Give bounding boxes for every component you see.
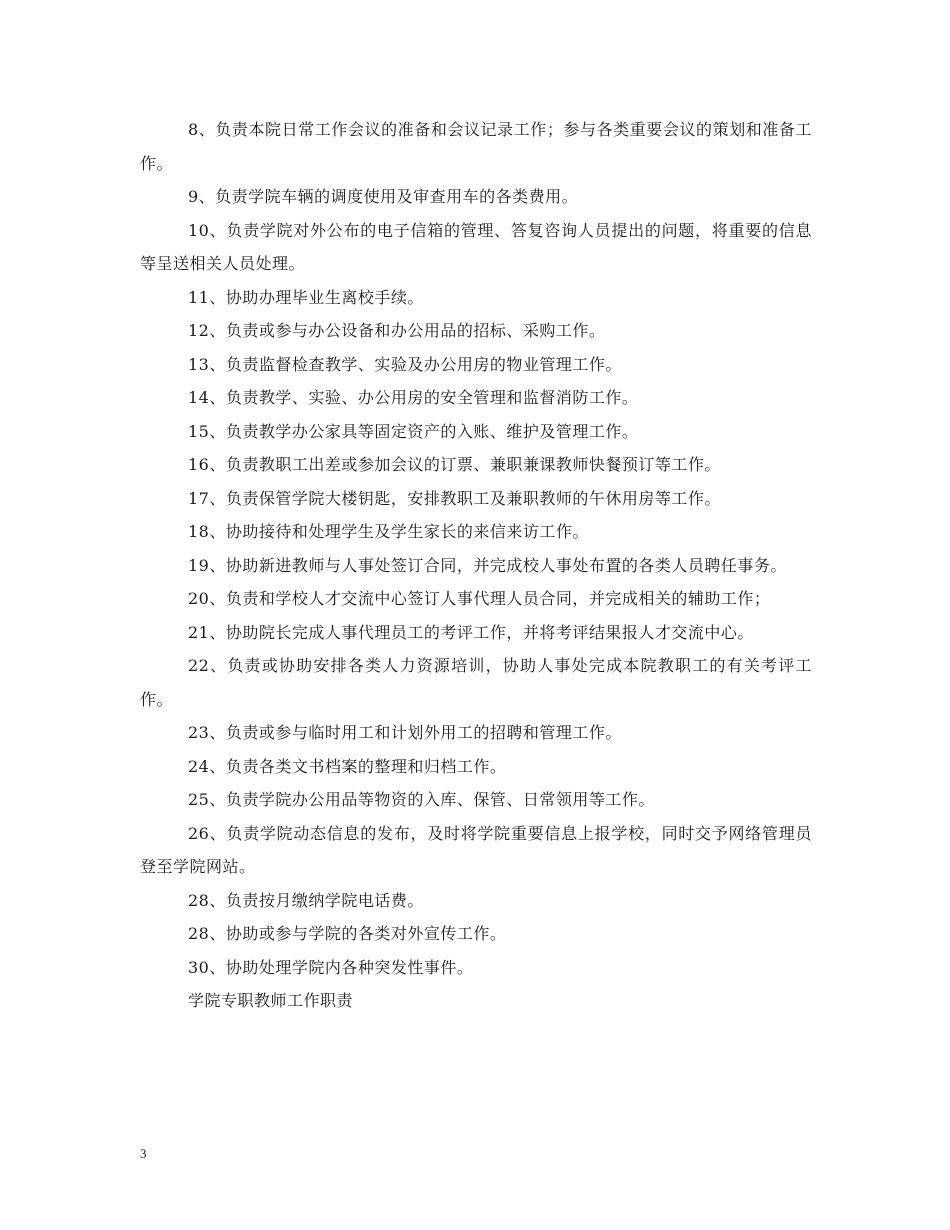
paragraph-item-28b: 28、协助或参与学院的各类对外宣传工作。 xyxy=(188,924,507,943)
paragraph-item-10: 10、负责学院对外公布的电子信箱的管理、答复咨询人员提出的问题，将重要的信息等呈送相关人员处理。 xyxy=(140,220,812,273)
paragraph-item-21: 21、协助院长完成人事代理员工的考评工作，并将考评结果报人才交流中心。 xyxy=(188,622,754,642)
page-number: 3 xyxy=(140,1146,147,1161)
paragraph-item-23: 23、负责或参与临时用工和计划外用工的招聘和管理工作。 xyxy=(188,723,622,742)
paragraph-item-30: 30、协助处理学院内各种突发性事件。 xyxy=(188,957,474,977)
section-heading: 学院专职教师工作职责 xyxy=(188,991,354,1010)
paragraph-item-24: 24、负责各类文书档案的整理和归档工作。 xyxy=(188,756,507,776)
document-body xyxy=(140,113,812,1018)
paragraph-item-11: 11、协助办理毕业生离校手续。 xyxy=(188,287,424,307)
paragraph-item-20: 20、负责和学校人才交流中心签订人事代理人员合同，并完成相关的辅助工作； xyxy=(188,589,771,608)
paragraph-item-9: 9、负责学院车辆的调度使用及审查用车的各类费用。 xyxy=(188,187,579,206)
paragraph-item-22: 22、负责或协助安排各类人力资源培训，协助人事处完成本院教职工的有关考评工作。 xyxy=(140,656,812,709)
paragraph-item-26: 26、负责学院动态信息的发布，及时将学院重要信息上报学校，同时交予网络管理员登至学院网站。 xyxy=(140,823,812,876)
paragraph-item-18: 18、协助接待和处理学生及学生家长的来信来访工作。 xyxy=(188,522,589,541)
paragraph-item-15: 15、负责教学办公家具等固定资产的入账、维护及管理工作。 xyxy=(188,421,639,441)
paragraph-item-19: 19、协助新进教师与人事处签订合同，并完成校人事处布置的各类人员聘任事务。 xyxy=(188,555,787,575)
paragraph-item-28a: 28、负责按月缴纳学院电话费。 xyxy=(188,890,424,910)
paragraph-item-14: 14、负责教学、实验、办公用房的安全管理和监督消防工作。 xyxy=(188,388,639,407)
paragraph-item-12: 12、负责或参与办公设备和办公用品的招标、采购工作。 xyxy=(188,321,606,340)
paragraph-item-17: 17、负责保管学院大楼钥匙，安排教职工及兼职教师的午休用房等工作。 xyxy=(188,488,721,508)
paragraph-item-16: 16、负责教职工出差或参加会议的订票、兼职兼课教师快餐预订等工作。 xyxy=(188,455,721,474)
paragraph-item-13: 13、负责监督检查教学、实验及办公用房的物业管理工作。 xyxy=(188,354,622,374)
paragraph-item-25: 25、负责学院办公用品等物资的入库、保管、日常领用等工作。 xyxy=(188,790,655,809)
paragraph-item-8: 8、负责本院日常工作会议的准备和会议记录工作；参与各类重要会议的策划和准备工作。 xyxy=(140,120,812,173)
